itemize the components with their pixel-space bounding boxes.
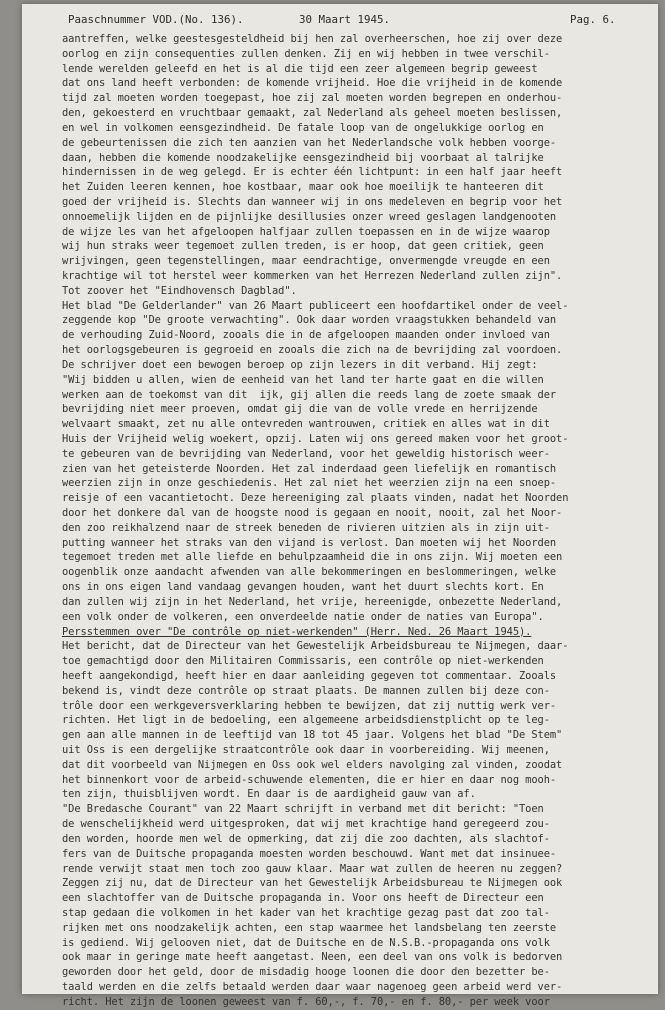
- text-line: dan zullen wij zijn in het Nederland, het vrije, hereenigde, onbezette Nederland,: [62, 595, 563, 608]
- text-line: bekend is, vindt deze contrôle op straat plaats. De mannen zullen bij deze con-: [62, 684, 550, 697]
- text-line: heeft aangekondigd, heeft hier en daar aanleiding gegeven tot commentaar. Zooals: [62, 669, 557, 682]
- text-line: trôle door een werkgeversverklaring hebben te bewijzen, dat zij nuttig werk ver-: [62, 699, 557, 712]
- text-line: den zoo reikhalzend naar de streek beneden de rivieren uitzien als in zijn uit-: [62, 521, 550, 534]
- text-line: Zeggen zij nu, dat de Directeur van het Gewestelijk Arbeidsbureau te Nijmegen ook: [62, 877, 563, 890]
- text-line: de verhouding Zuid-Noord, zooals die in de afgeloopen maanden onder invloed van: [62, 329, 550, 342]
- text-line: oorlog en zijn consequenties zullen denken. Zij en wij hebben in twee verschil-: [62, 47, 550, 60]
- text-line: tegemoet treden met alle liefde en behulpzaamheid die in ons zijn. Wij moeten een: [62, 551, 563, 564]
- article-body: [62, 32, 652, 1010]
- text-line: de gebeurtenissen die zich ten aanzien van het Nederlandsche volk hebben voorge-: [62, 136, 557, 149]
- page-number: Pag. 6.: [570, 13, 616, 26]
- issue-date: 30 Maart 1945.: [299, 13, 391, 26]
- text-line: bevrijding niet meer proeven, omdat gij die van de volle vrede en herrijzende: [62, 403, 538, 416]
- text-line: het oorlogsgebeuren is gegroeid en zooals die zich na de bevrijding zal voordoen.: [62, 344, 563, 357]
- text-line: het Zuiden leeren kennen, hoe kostbaar, maar ook hoe moeilijk te hanteeren dit: [62, 181, 544, 194]
- text-line: oogenblik onze aandacht afwenden van alle bekommeringen en beslommeringen, welke: [62, 566, 557, 579]
- text-line: de wijze les van het afgeloopen halfjaar zullen toepassen en in de wijze waarop: [62, 225, 550, 238]
- text-line: het binnenkort voor de arbeid-schuwende elementen, die er hier en daar nog mooh-: [62, 773, 557, 786]
- text-line: een slachtoffer van de Duitsche propaganda in. Voor ons heeft de Directeur een: [62, 892, 544, 905]
- text-line: tijd zal moeten worden toegepast, hoe zij zal moeten worden begrepen en onderhou-: [62, 92, 563, 105]
- text-line: door het donkere dal van de hoogste nood is gegaan en nooit, nooit, zal het Noor-: [62, 507, 563, 519]
- section-heading-line: Persstemmen over "De contrôle op niet-werkenden" (Herr. Ned. 26 Maart 1945).: [62, 625, 532, 638]
- text-line: rende verwijt staat men toch zoo gauw klaar. Maar wat zullen de heeren nu zeggen?: [62, 862, 563, 875]
- text-line: een volk onder de volkeren, een onverdeelde natie onder de naties van Europa".: [62, 610, 544, 623]
- text-line: lende werelden geleefd en het is al die tijd een zeer algemeen begrip geweest: [62, 62, 538, 75]
- text-line: aantreffen, welke geestesgesteldheid bij hen zal overheerschen, hoe zij over deze: [62, 33, 563, 45]
- text-line: ten zijn, thuisblijven wordt. En daar is de aardigheid gauw van af.: [62, 788, 476, 801]
- text-line: putting wanneer het straks van den vijand is verlost. Dan moeten wij het Noorden: [62, 536, 557, 549]
- text-line: en wel in volkomen eensgezindheid. De fatale loop van de ongelukkige oorlog en: [62, 121, 544, 134]
- text-line: dat dit voorbeeld van Nijmegen en Oss ook wel elders navolging zal vinden, zoodat: [62, 758, 563, 771]
- text-line: ook maar in geringe mate heeft aangetast. Neen, een deel van ons volk is bedorven: [62, 951, 563, 964]
- text-line: hindernissen in de weg gelegd. Er is echter één lichtpunt: in een half jaar heeft: [62, 166, 563, 179]
- text-line: wrijvingen, geen tegenstellingen, maar eendrachtige, onvermengde vreugde en een: [62, 255, 550, 268]
- text-line: zeggende kop "De groote verwachting". Ook daar worden vraagstukken behandeld van: [62, 314, 557, 327]
- text-line: goed der vrijheid is. Slechts dan wanneer wij in ons medeleven en begrip voor het: [62, 195, 563, 208]
- text-line: Huis der Vrijheid welig woekert, opzij. Laten wij ons gereed maken voor het groot-: [62, 432, 569, 445]
- text-line: Het blad "De Gelderlander" van 26 Maart publiceert een hoofdartikel onder de veel-: [62, 299, 569, 312]
- text-line: "Wij bidden u allen, wien de eenheid van het land ter harte gaat en die willen: [62, 373, 544, 386]
- issue-title: Paaschnummer VOD.(No. 136).: [68, 13, 244, 26]
- text-line: den, gekoesterd en vruchtbaar gemaakt, zal Nederland als geheel moeten beslissen,: [62, 107, 563, 120]
- text-line: te gebeuren van de bevrijding van Nederland, voor het geweldig historisch weer-: [62, 447, 550, 460]
- text-line: den worden, hoorde men wel de opmerking, dat zij die zoo dachten, als slachtof-: [62, 832, 550, 845]
- text-line: de wenschelijkheid werd uitgesproken, dat wij met krachtige hand geregeerd zou-: [62, 818, 550, 831]
- page-header: [68, 13, 648, 29]
- text-line: richten. Het ligt in de bedoeling, een algemeene arbeidsdienstplicht op te leg-: [62, 714, 550, 727]
- text-line: Tot zoover het "Eindhovensch Dagblad".: [62, 284, 297, 297]
- text-line: De schrijver doet een bewogen beroep op zijn lezers in dit verband. Hij zegt:: [62, 358, 538, 371]
- text-line: krachtige wil tot herstel weer kommerken van het Herrezen Nederland zullen zijn".: [62, 270, 563, 282]
- text-line: welvaart smaakt, zet nu alle ontevreden wantrouwen, critiek en alles wat in dit: [62, 418, 550, 431]
- text-line: taald werden en die zelfs betaald werden daar waar nagenoeg geen arbeid werd ver-: [62, 981, 563, 993]
- text-line: zien van het geteisterde Noorden. Het zal inderdaad geen liefelijk en romantisch: [62, 462, 557, 475]
- text-line: wij hun straks weer tegemoet zullen treden, is er hoop, dat geen critiek, geen: [62, 240, 544, 253]
- text-line: Het bericht, dat de Directeur van het Gewestelijk Arbeidsbureau te Nijmegen, daar-: [62, 640, 569, 653]
- text-line: onnoemelijk lijden en de pijnlijke desillusies onzer wreed geslagen landgenooten: [62, 210, 557, 223]
- text-line: gen aan alle mannen in de leeftijd van 18 tot 45 jaar. Volgens het blad "De Stem": [62, 729, 563, 742]
- text-line: is gediend. Wij gelooven niet, dat de Duitsche en de N.S.B.-propaganda ons volk: [62, 936, 550, 949]
- text-line: "De Bredasche Courant" van 22 Maart schrijft in verband met dit bericht: "Toen: [62, 803, 544, 816]
- text-line: dat ons land heeft verbonden: de komende vrijheid. Hoe die vrijheid in de komende: [62, 77, 563, 90]
- text-line: toe gemachtigd door den Militairen Commissaris, een contrôle op niet-werkenden: [62, 655, 544, 668]
- text-line: fers van de Duitsche propaganda moesten worden beschouwd. Want met dat insinuee-: [62, 847, 557, 860]
- typed-document-page: [22, 4, 658, 1008]
- text-line: werken aan de toekomst van dit ijk, gij allen die reeds lang de zoete smaak der: [62, 388, 557, 401]
- text-line: reisje of een vacantietocht. Deze hereeniging zal plaats vinden, nadat het Noorden: [62, 492, 569, 505]
- text-line: richt. Het zijn de loonen geweest van f. 60,-, f. 70,- en f. 80,- per week voor: [62, 995, 550, 1008]
- text-line: rijken met ons noodzakelijk achten, een stap waarmee het landsbelang ten zeerste: [62, 921, 557, 934]
- text-line: ons in ons eigen land vandaag gevangen houden, want het duurt slechts kort. En: [62, 581, 544, 594]
- text-line: weerzien zijn in onze geschiedenis. Het zal niet het weerzien zijn na een snoep-: [62, 477, 557, 490]
- text-line: daan, hebben die komende noodzakelijke eensgezindheid bij voorbaat al talrijke: [62, 151, 544, 164]
- text-line: uit Oss is een dergelijke straatcontrôle ook daar in voorbereiding. Wij meenen,: [62, 744, 550, 756]
- text-line: stap gedaan die volkomen in het kader van het krachtige gezag past dat zoo tal-: [62, 906, 550, 919]
- text-line: geworden door het geld, door de misdadig hooge loonen die door den bezetter be-: [62, 966, 550, 979]
